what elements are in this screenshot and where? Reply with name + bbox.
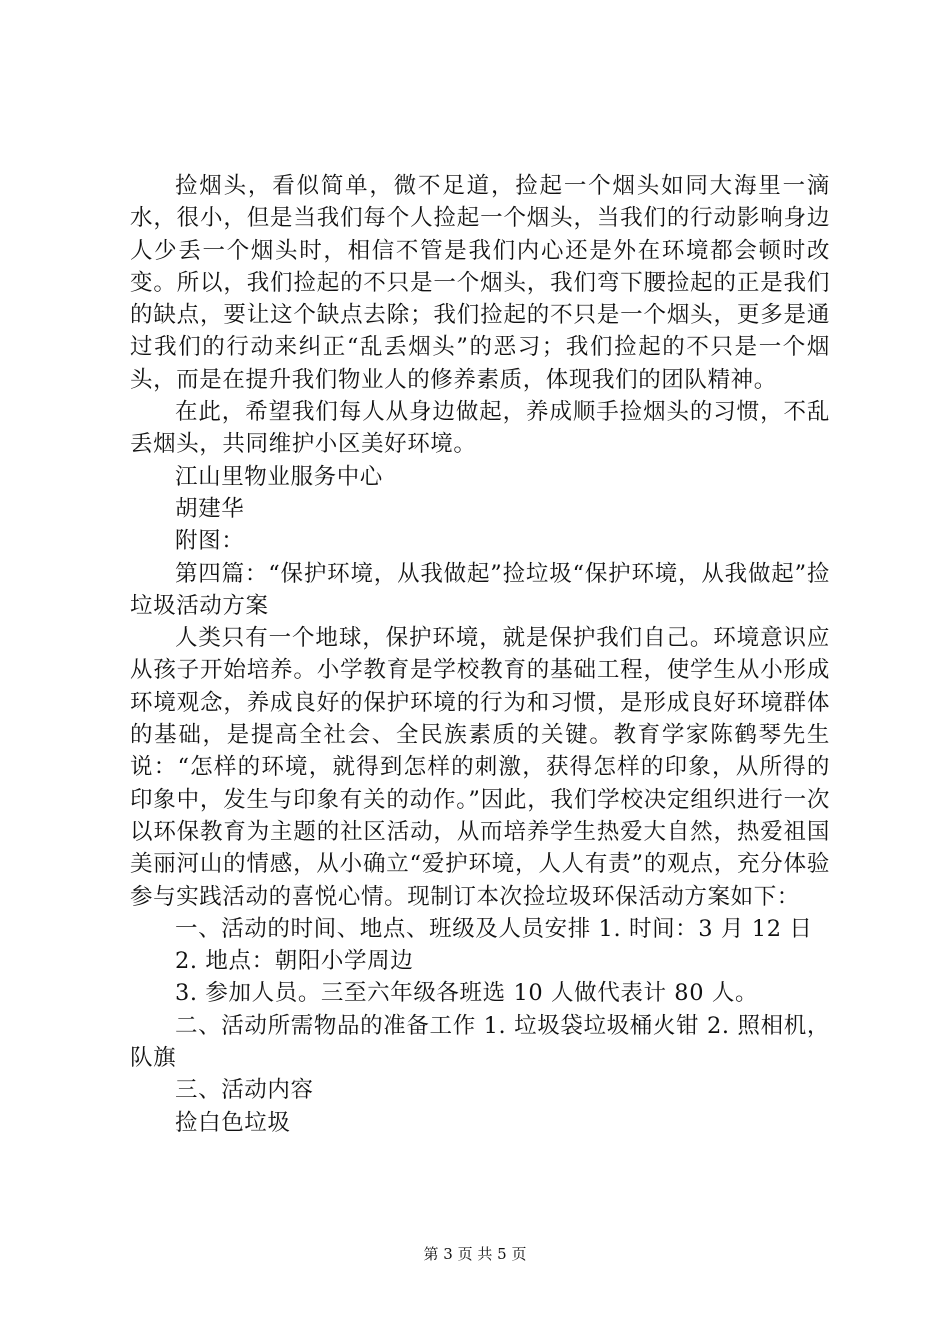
document-body: [130, 170, 830, 1139]
item-activity-content: 三、活动内容: [175, 1077, 314, 1104]
section-title: 第四篇：“保护环境，从我做起”捡垃圾“保护环境，从我做起”捡垃圾活动方案: [130, 560, 830, 619]
paragraph-call-to-action: 在此，希望我们每人从身边做起，养成顺手捡烟头的习惯，不乱丢烟头，共同维护小区美好环境。: [130, 399, 830, 458]
item-materials: 二、活动所需物品的准备工作 1. 垃圾袋垃圾桶火钳 2. 照相机，队旗: [130, 1012, 830, 1072]
item-time: 一、活动的时间、地点、班级及人员安排 1. 时间：3 月 12 日: [175, 915, 813, 942]
signature-author: 胡建华: [175, 495, 245, 522]
paragraph-cigarette-butts: 捡烟头，看似简单，微不足道，捡起一个烟头如同大海里一滴水，很小，但是当我们每个人捡起一个烟头，当我们的行动影响身边人少丢一个烟头时，相信不管是我们内心还是外在环境都会顿时改变。所以，我们捡起的不只是一个烟头，我们弯下腰捡起的正是我们的缺点，要让这个缺点去除；我们捡起的不只是一个烟头，更多是通过我们的行动来纠正“乱丢烟头”的恶习；我们捡起的不只是一个烟头，而是在提升我们物业人的修养素质，体现我们的团队精神。: [130, 173, 830, 393]
paragraph-introduction: 人类只有一个地球，保护环境，就是保护我们自己。环境意识应从孩子开始培养。小学教育是学校教育的基础工程，使学生从小形成环境观念，养成良好的保护环境的行为和习惯，是形成良好环境群体的基础，是提高全社会、全民族素质的关键。教育学家陈鹤琴先生说：“怎样的环境，就得到怎样的刺激，获得怎样的印象，从所得的印象中，发生与印象有关的动作。”因此，我们学校决定组织进行一次以环保教育为主题的社区活动，从而培养学生热爱大自然，热爱祖国美丽河山的情感，从小确立“爱护环境，人人有责”的观点，充分体验参与实践活动的喜悦心情。现制订本次捡垃圾环保活动方案如下：: [130, 625, 830, 910]
signature-organization: 江山里物业服务中心: [175, 463, 383, 490]
attachment-label: 附图：: [175, 528, 245, 555]
item-pick-white-garbage: 捡白色垃圾: [175, 1109, 291, 1136]
item-location: 2. 地点：朝阳小学周边: [175, 948, 414, 975]
item-participants: 3. 参加人员。三至六年级各班选 10 人做代表计 80 人。: [175, 980, 759, 1007]
page-number-footer: 第 3 页 共 5 页: [423, 1245, 527, 1263]
